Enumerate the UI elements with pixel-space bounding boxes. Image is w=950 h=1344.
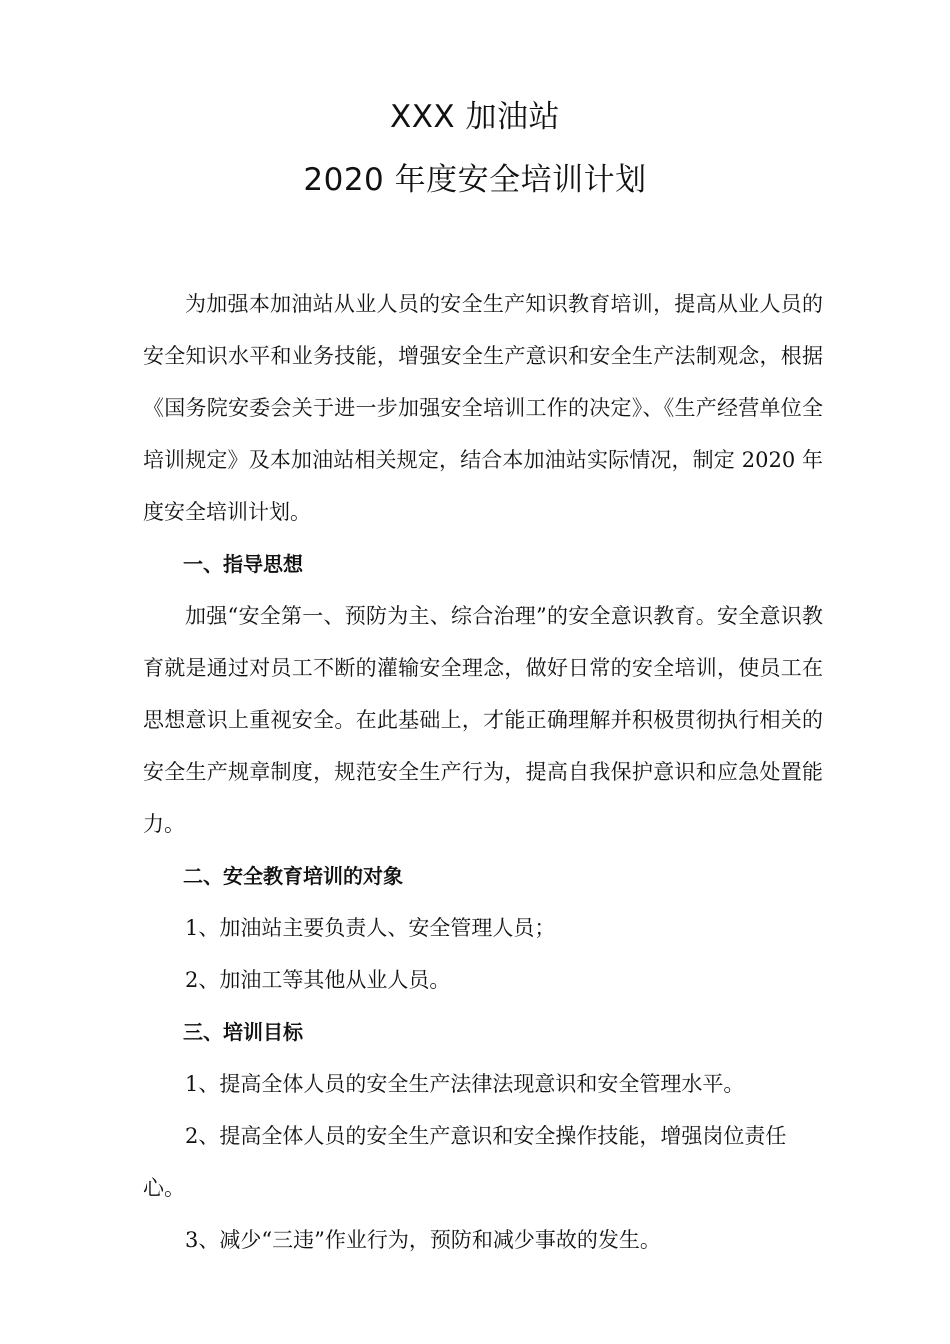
section3-item-2: 2、提高全体人员的安全生产意识和安全操作技能，增强岗位责任心。 bbox=[143, 1124, 787, 1200]
document-body bbox=[143, 278, 823, 1266]
section2-heading: 二、安全教育培训的对象 bbox=[183, 864, 403, 888]
section3-item-1: 1、提高全体人员的安全生产法律法现意识和安全管理水平。 bbox=[185, 1072, 745, 1096]
section3-item-3: 3、减少“三违”作业行为，预防和减少事故的发生。 bbox=[185, 1228, 661, 1252]
section2-item-1: 1、加油站主要负责人、安全管理人员； bbox=[185, 916, 556, 940]
intro-paragraph: 为加强本加油站从业人员的安全生产知识教育培训，提高从业人员的安全知识水平和业务技能，增强安全生产意识和安全生产法制观念，根据《国务院安委会关于进一步加强安全培训工作的决定》、《生产经营单位全培训规定》及本加油站相关规定，结合本加油站实际情况，制定 2020 年度安全培训计划。 bbox=[143, 292, 823, 524]
document-title-line2: 2020 年度安全培训计划 bbox=[303, 162, 647, 198]
document-title-line1: XXX 加油站 bbox=[389, 99, 561, 135]
section3-heading: 三、培训目标 bbox=[183, 1020, 303, 1044]
section2-item-2: 2、加油工等其他从业人员。 bbox=[185, 968, 451, 992]
section1-heading: 一、指导思想 bbox=[183, 552, 303, 576]
section1-paragraph: 加强“安全第一、预防为主、综合治理”的安全意识教育。安全意识教育就是通过对员工不断的灌输安全理念，做好日常的安全培训，使员工在思想意识上重视安全。在此基础上，才能正确理解并积极贯彻执行相关的安全生产规章制度，规范安全生产行为，提高自我保护意识和应急处置能力。 bbox=[143, 604, 823, 836]
